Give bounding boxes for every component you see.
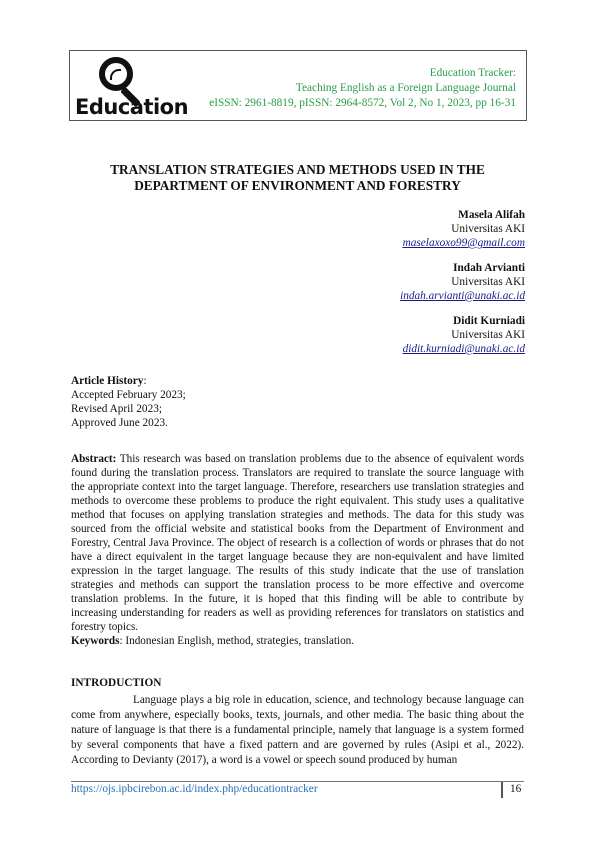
education-logo bbox=[75, 55, 189, 119]
author-affiliation: Universitas AKI bbox=[451, 329, 525, 341]
title-line-2: DEPARTMENT OF ENVIRONMENT AND FORESTRY bbox=[134, 178, 461, 193]
magnifier-icon bbox=[99, 57, 133, 91]
introduction-paragraph: Language plays a big role in education, science, and technology because language can come from anywhere, especially books, texts, journals, and other media. The basic thing about the nature of language is that there is a fundamental principle, namely that language is a system formed by several components that have a fixed pattern and are governed by rules (Asipi et al., 2022). According to Devianty (2017), a word is a vowel or speech sound produced by human bbox=[71, 694, 524, 766]
introduction-heading: INTRODUCTION bbox=[71, 677, 162, 689]
author-email-link[interactable]: maselaxoxo99@gmail.com bbox=[402, 237, 525, 249]
journal-header-box bbox=[69, 50, 527, 121]
footer-separator bbox=[501, 782, 503, 798]
keywords-text: : Indonesian English, method, strategies, translation. bbox=[119, 635, 355, 647]
issn-line: eISSN: 2961-8819, pISSN: 2964-8572, Vol 2, No 1, 2023, pp 16-31 bbox=[209, 97, 516, 109]
history-revised: Revised April 2023; bbox=[71, 403, 162, 415]
journal-info bbox=[209, 66, 516, 111]
abstract bbox=[71, 452, 524, 648]
abstract-label: Abstract: bbox=[71, 453, 117, 465]
author-list bbox=[400, 208, 525, 367]
keywords-label: Keywords bbox=[71, 635, 120, 647]
journal-subtitle: Teaching English as a Foreign Language Journal bbox=[295, 82, 516, 94]
article-history bbox=[71, 374, 186, 430]
keywords-line bbox=[71, 634, 524, 648]
author-block bbox=[400, 208, 525, 250]
author-block bbox=[400, 261, 525, 303]
history-approved: Approved June 2023. bbox=[71, 417, 168, 429]
logo-text: Education bbox=[75, 95, 189, 119]
author-affiliation: Universitas AKI bbox=[451, 276, 525, 288]
footer-divider bbox=[71, 781, 524, 782]
history-colon: : bbox=[143, 375, 147, 387]
abstract-text: This research was based on translation problems due to the absence of equivalent words found during the translation process. Translators are required to translate the source language with the appropriate context into the target language. Therefore, researchers use translation strategies and methods to overcome these problems to produce the right equivalent. This study uses a qualitative method that focuses on applying translation strategies and methods. The data for this study was sourced from the official website and statistical books from the Department of Environment and Forestry, Central Java Province. The object of research is a collection of words or phrases that do not have a direct equivalent in the target language because they are non-equivalent and have limited expression in the target language. The results of this study indicate that the use of translation strategies and methods can support the translation process to be more effective and overcome translation problems. In the future, it is hoped that this finding will be able to contribute by increasing understanding for readers as well as providing references for translators on statistics and forestry topics. bbox=[71, 453, 524, 633]
author-name: Indah Arvianti bbox=[453, 262, 525, 274]
author-block bbox=[400, 314, 525, 356]
author-name: Masela Alifah bbox=[458, 209, 525, 221]
page-number: 16 bbox=[510, 783, 522, 795]
journal-name: Education Tracker: bbox=[429, 67, 516, 79]
history-accepted: Accepted February 2023; bbox=[71, 389, 186, 401]
author-email-link[interactable]: didit.kurniadi@unaki.ac.id bbox=[402, 343, 525, 355]
author-affiliation: Universitas AKI bbox=[451, 223, 525, 235]
footer-journal-link[interactable]: https://ojs.ipbcirebon.ac.id/index.php/educationtracker bbox=[71, 783, 318, 795]
paper-title bbox=[60, 162, 535, 194]
author-email-link[interactable]: indah.arvianti@unaki.ac.id bbox=[400, 290, 525, 302]
title-line-1: TRANSLATION STRATEGIES AND METHODS USED IN THE bbox=[110, 162, 485, 177]
history-heading: Article History bbox=[71, 375, 144, 387]
author-name: Didit Kurniadi bbox=[453, 315, 525, 327]
